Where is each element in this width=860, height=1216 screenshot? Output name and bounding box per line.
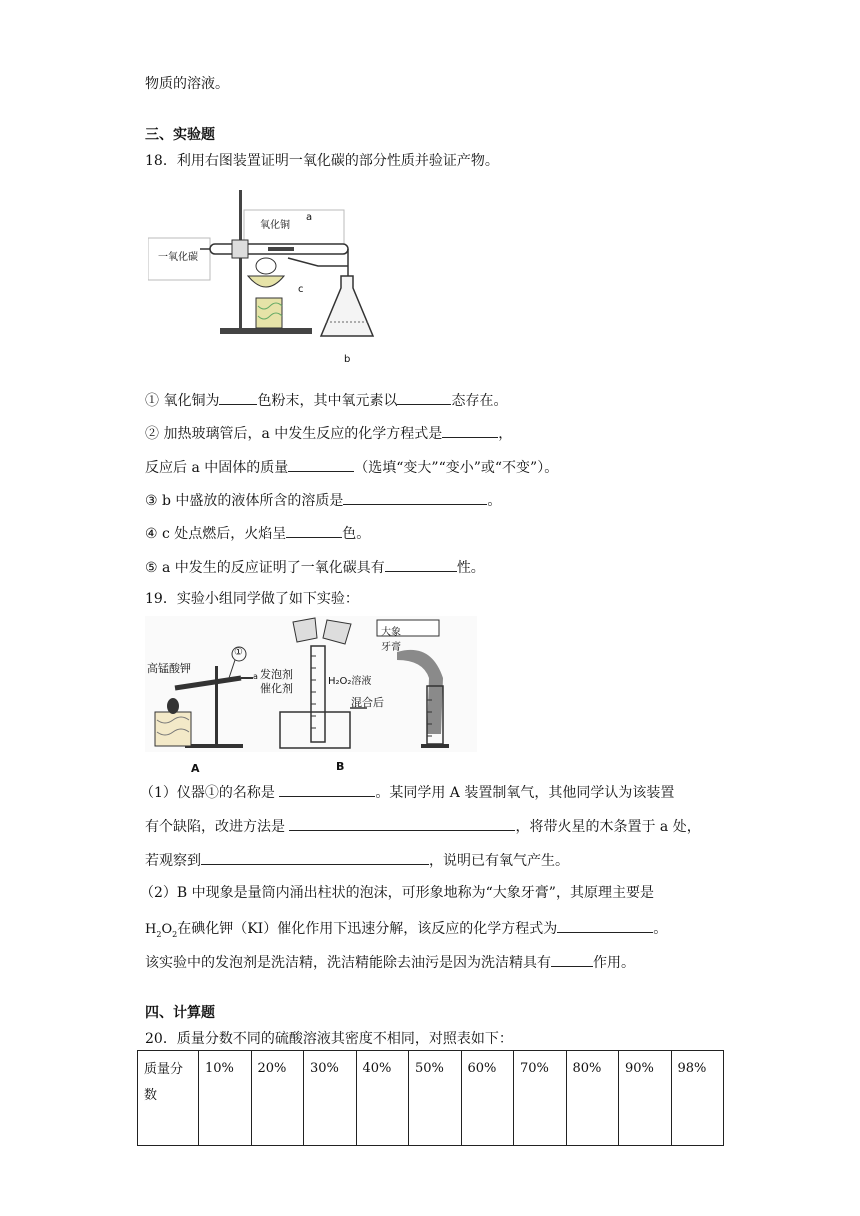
text-segment: ⑤ a 中发生的反应证明了一氧化碳具有 — [145, 560, 385, 576]
co-label: 一氧化碳 — [158, 252, 198, 263]
text-segment: 色粉末，其中氧元素以 — [257, 393, 398, 409]
instrument-1-label: ① — [234, 647, 243, 658]
question-18-stem: 18．利用右图装置证明一氧化碳的部分性质并验证产物。 — [145, 153, 499, 169]
text-segment: ，将带火星的木条置于 a 处， — [515, 819, 701, 835]
text-segment: O — [161, 922, 173, 937]
question-19-part-2-cont — [145, 918, 667, 944]
answer-blank[interactable] — [385, 557, 457, 572]
answer-blank[interactable] — [442, 423, 498, 438]
table-header-cell: 质量分数 — [138, 1051, 199, 1146]
question-19-part-1 — [140, 782, 674, 802]
text-segment: ④ c 处点燃后，火焰呈 — [145, 526, 287, 542]
text-segment: 有个缺陷，改进方法是 — [145, 819, 290, 835]
question-18-part-4 — [145, 523, 370, 543]
table-row — [138, 1051, 724, 1146]
text-segment: （1）仪器①的名称是 — [140, 785, 280, 801]
text-segment: ， — [498, 426, 513, 442]
question-19-part-1-cont2 — [145, 850, 569, 870]
question-18-part-3 — [145, 490, 501, 510]
text-segment: 若观察到 — [145, 853, 201, 869]
foam-agent-label: 发泡剂 — [260, 668, 293, 681]
question-19-part-2: （2）B 中现象是量筒内涌出柱状的泡沫，可形象地称为“大象牙膏”，其原理主要是 — [140, 885, 654, 901]
apparatus-illustration — [148, 188, 378, 368]
text-segment: 反应后 a 中固体的质量 — [145, 460, 289, 476]
text-segment: 。某同学用 A 装置制氧气，其他同学认为该装置 — [375, 785, 675, 801]
answer-blank[interactable] — [288, 457, 354, 472]
text-segment: 。 — [487, 493, 502, 509]
question-19-part-1-cont — [145, 816, 701, 836]
text-segment: 态存在。 — [451, 393, 508, 409]
question-18-part-2-cont — [145, 457, 558, 477]
text-segment: ① 氧化铜为 — [145, 393, 220, 409]
figure-oxygen-and-elephant-toothpaste — [145, 616, 410, 776]
device-a-label: A — [191, 762, 200, 775]
answer-blank[interactable] — [286, 523, 342, 538]
question-18-part-5 — [145, 557, 485, 577]
density-reference-table — [137, 1050, 724, 1146]
table-cell: 80% — [566, 1051, 619, 1146]
text-segment: 作用。 — [593, 955, 635, 971]
question-18-part-1 — [145, 390, 507, 410]
section-heading-calculation: 四、计算题 — [145, 1005, 215, 1021]
subscript: 2 — [156, 929, 162, 939]
elephant-toothpaste-label: 大象牙膏 — [381, 627, 401, 653]
text-segment: ③ b 中盛放的液体所含的溶质是 — [145, 493, 344, 509]
section-heading-experiment: 三、实验题 — [145, 127, 215, 143]
text-segment: 性。 — [456, 560, 485, 576]
copper-oxide-label: 氧化铜 — [260, 220, 290, 231]
kmno4-label: 高锰酸钾 — [147, 662, 191, 675]
table-cell: 10% — [199, 1051, 252, 1146]
question-19-stem: 19．实验小组同学做了如下实验： — [145, 591, 359, 607]
subscript: 2 — [172, 929, 178, 939]
text-segment: 。 — [653, 921, 668, 937]
text-segment: H — [145, 922, 157, 937]
answer-blank[interactable] — [397, 390, 451, 405]
table-cell: 40% — [356, 1051, 409, 1146]
point-b-label: b — [344, 354, 351, 365]
table-cell: 20% — [251, 1051, 304, 1146]
text-segment: 色。 — [342, 526, 371, 542]
device-b-label: B — [336, 760, 345, 773]
answer-blank[interactable] — [343, 490, 487, 505]
point-a-label: a — [306, 212, 313, 223]
question-18-part-2 — [145, 423, 512, 443]
table-cell: 30% — [304, 1051, 357, 1146]
catalyst-label: 催化剂 — [260, 682, 293, 695]
answer-blank[interactable] — [557, 918, 653, 933]
table-cell: 98% — [671, 1051, 724, 1146]
text-segment: 该实验中的发泡剂是洗洁精，洗洁精能除去油污是因为洗洁精具有 — [145, 955, 551, 971]
text-segment: ，说明已有氧气产生。 — [429, 853, 569, 869]
mix-label: 混合后 — [351, 696, 384, 709]
text-line: 物质的溶液。 — [145, 76, 229, 92]
table-cell: 90% — [619, 1051, 672, 1146]
text-segment: （选填“变大”“变小”或“不变”）。 — [354, 460, 559, 476]
table-cell: 50% — [409, 1051, 462, 1146]
h2o2-label: H₂O₂溶液 — [328, 676, 372, 687]
answer-blank[interactable] — [289, 816, 515, 831]
text-segment: ② 加热玻璃管后，a 中发生反应的化学方程式是 — [145, 426, 443, 442]
answer-blank[interactable] — [219, 390, 257, 405]
answer-blank[interactable] — [279, 782, 375, 797]
question-20-stem: 20．质量分数不同的硫酸溶液其密度不相同，对照表如下： — [145, 1031, 513, 1047]
question-19-part-2-cont2 — [145, 952, 635, 972]
table-cell: 60% — [461, 1051, 514, 1146]
answer-blank[interactable] — [201, 850, 429, 865]
answer-blank[interactable] — [551, 952, 593, 967]
figure-co-reduction-apparatus — [148, 188, 378, 368]
point-c-label: c — [298, 284, 304, 295]
point-a-label: a — [253, 672, 258, 681]
table-cell: 70% — [514, 1051, 567, 1146]
text-segment: 在碘化钾（KI）催化作用下迅速分解，该反应的化学方程式为 — [177, 921, 558, 937]
